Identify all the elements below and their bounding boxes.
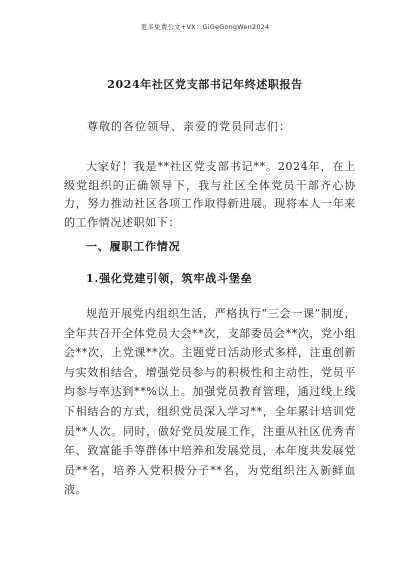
body-paragraph: 规范开展党内组织生活，严格执行“三会一课”制度，全年共召开全体党员大会**次，支部委员会**次，党小组会**次，上党课**次。主题党日活动形式多样，注重创新与实效相结合，增强党员参与的积极性和主动性，党员平均参与率达到**%以上。加强党员教育管理，通过线上线下相结合的方式，组织党员深入学习**，全年累计培训党员**人次。同时，做好党员发展工作，注重从社区优秀青年、致富能手等群体中培养和发展党员，本年度共发展党员**名，培养入党积极分子**名，为党组织注入新鲜血液。 bbox=[64, 307, 356, 497]
section-heading: 一、履职工作情况 bbox=[86, 240, 181, 253]
document-title: 2024年社区党支部书记年终述职报告 bbox=[107, 78, 303, 91]
subsection-heading: 1.强化党建引领，筑牢战斗堡垒 bbox=[86, 272, 253, 285]
salutation: 尊敬的各位领导、亲爱的党员同志们： bbox=[87, 120, 291, 133]
header-note: 更多免费公文+VX：GiGeGongWen2024 bbox=[140, 23, 270, 31]
intro-paragraph: 大家好！我是**社区党支部书记**。2024年，在上级党组织的正确领导下，我与社区全体党员干部齐心协力，努力推动社区各项工作取得新进展。现将本人一年来的工作情况述职如下： bbox=[64, 160, 356, 229]
